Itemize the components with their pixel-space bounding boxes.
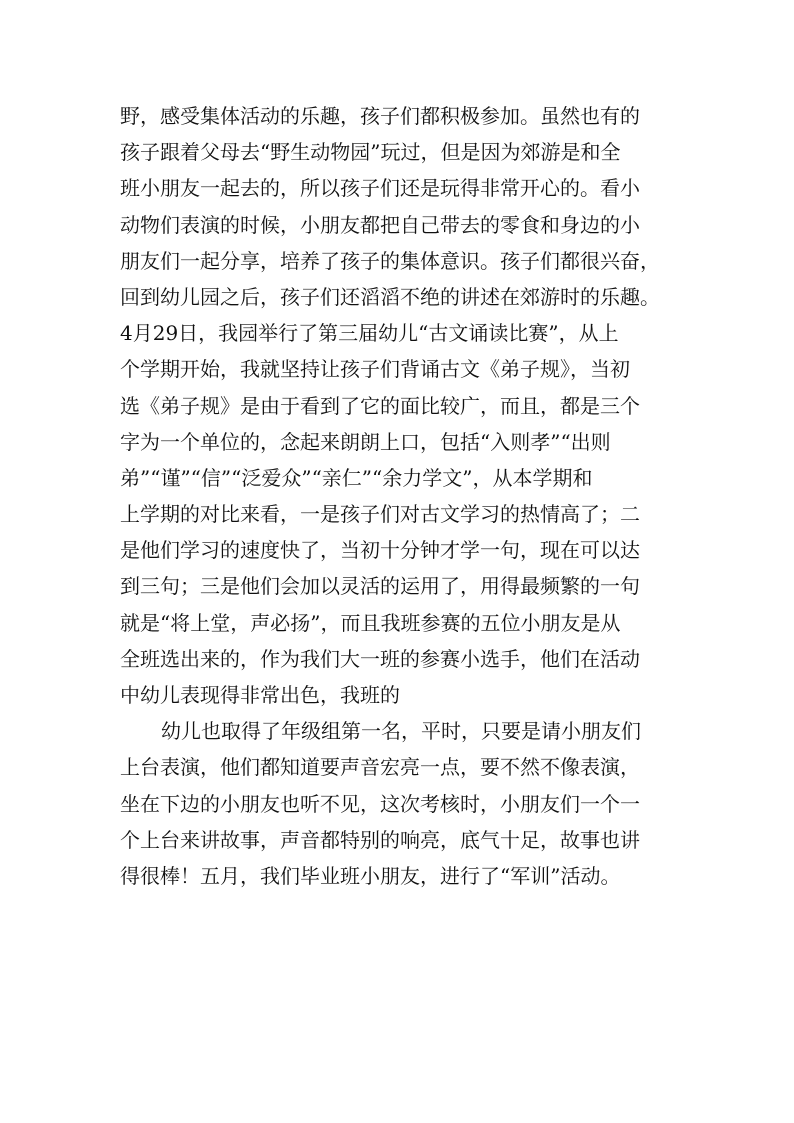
text-line: 得很棒！五月，我们毕业班小朋友，进行了“军训”活动。 [120, 863, 621, 888]
text-line: 中幼儿表现得非常出色，我班的 [120, 683, 400, 707]
text-line: 全班选出来的，作为我们大一班的参赛小选手，他们在活动 [120, 646, 640, 671]
text-line: 上学期的对比来看，一是孩子们对古文学习的热情高了；二 [120, 502, 640, 527]
text-line: 野，感受集体活动的乐趣，孩子们都积极参加。虽然也有的 [120, 104, 640, 128]
text-line: 个学期开始，我就坚持让孩子们背诵古文《弟子规》，当初 [120, 357, 630, 382]
text-line: 回到幼儿园之后，孩子们还滔滔不绝的讲述在郊游时的乐趣。 [120, 284, 660, 309]
text-line: 是他们学习的速度快了，当初十分钟才学一句，现在可以达 [120, 538, 640, 563]
text-line: 上台表演，他们都知道要声音宏亮一点，要不然不像表演， [120, 755, 640, 780]
text-line: 字为一个单位的，念起来朗朗上口，包括“入则孝”“出则 [120, 429, 611, 454]
text-line: 到三句；三是他们会加以灵活的运用了，用得最频繁的一句 [120, 574, 640, 599]
text-line: 动物们表演的时候，小朋友都把自己带去的零食和身边的小 [120, 212, 640, 237]
text-line: 孩子跟着父母去“野生动物园”玩过，但是因为郊游是和全 [120, 140, 621, 165]
text-line: 朋友们一起分享，培养了孩子的集体意识。孩子们都很兴奋， [120, 248, 660, 273]
text-line: 就是“将上堂，声必扬”，而且我班参赛的五位小朋友是从 [120, 610, 621, 635]
text-line: 选《弟子规》是由于看到了它的面比较广，而且，都是三个 [120, 393, 640, 418]
text-line: 坐在下边的小朋友也听不见，这次考核时，小朋友们一个一 [120, 791, 640, 816]
text-line: 4月29日，我园举行了第三届幼儿“古文诵读比赛”，从上 [120, 321, 619, 346]
text-line: 个上台来讲故事，声音都特别的响亮，底气十足，故事也讲 [120, 827, 640, 852]
text-line: 班小朋友一起去的，所以孩子们还是玩得非常开心的。看小 [120, 176, 640, 201]
text-line-indented: 幼儿也取得了年级组第一名，平时，只要是请小朋友们 [161, 719, 641, 744]
body-text [120, 98, 690, 894]
text-line: 弟”“谨”“信”“泛爱众”“亲仁”“余力学文”，从本学期和 [120, 465, 593, 490]
